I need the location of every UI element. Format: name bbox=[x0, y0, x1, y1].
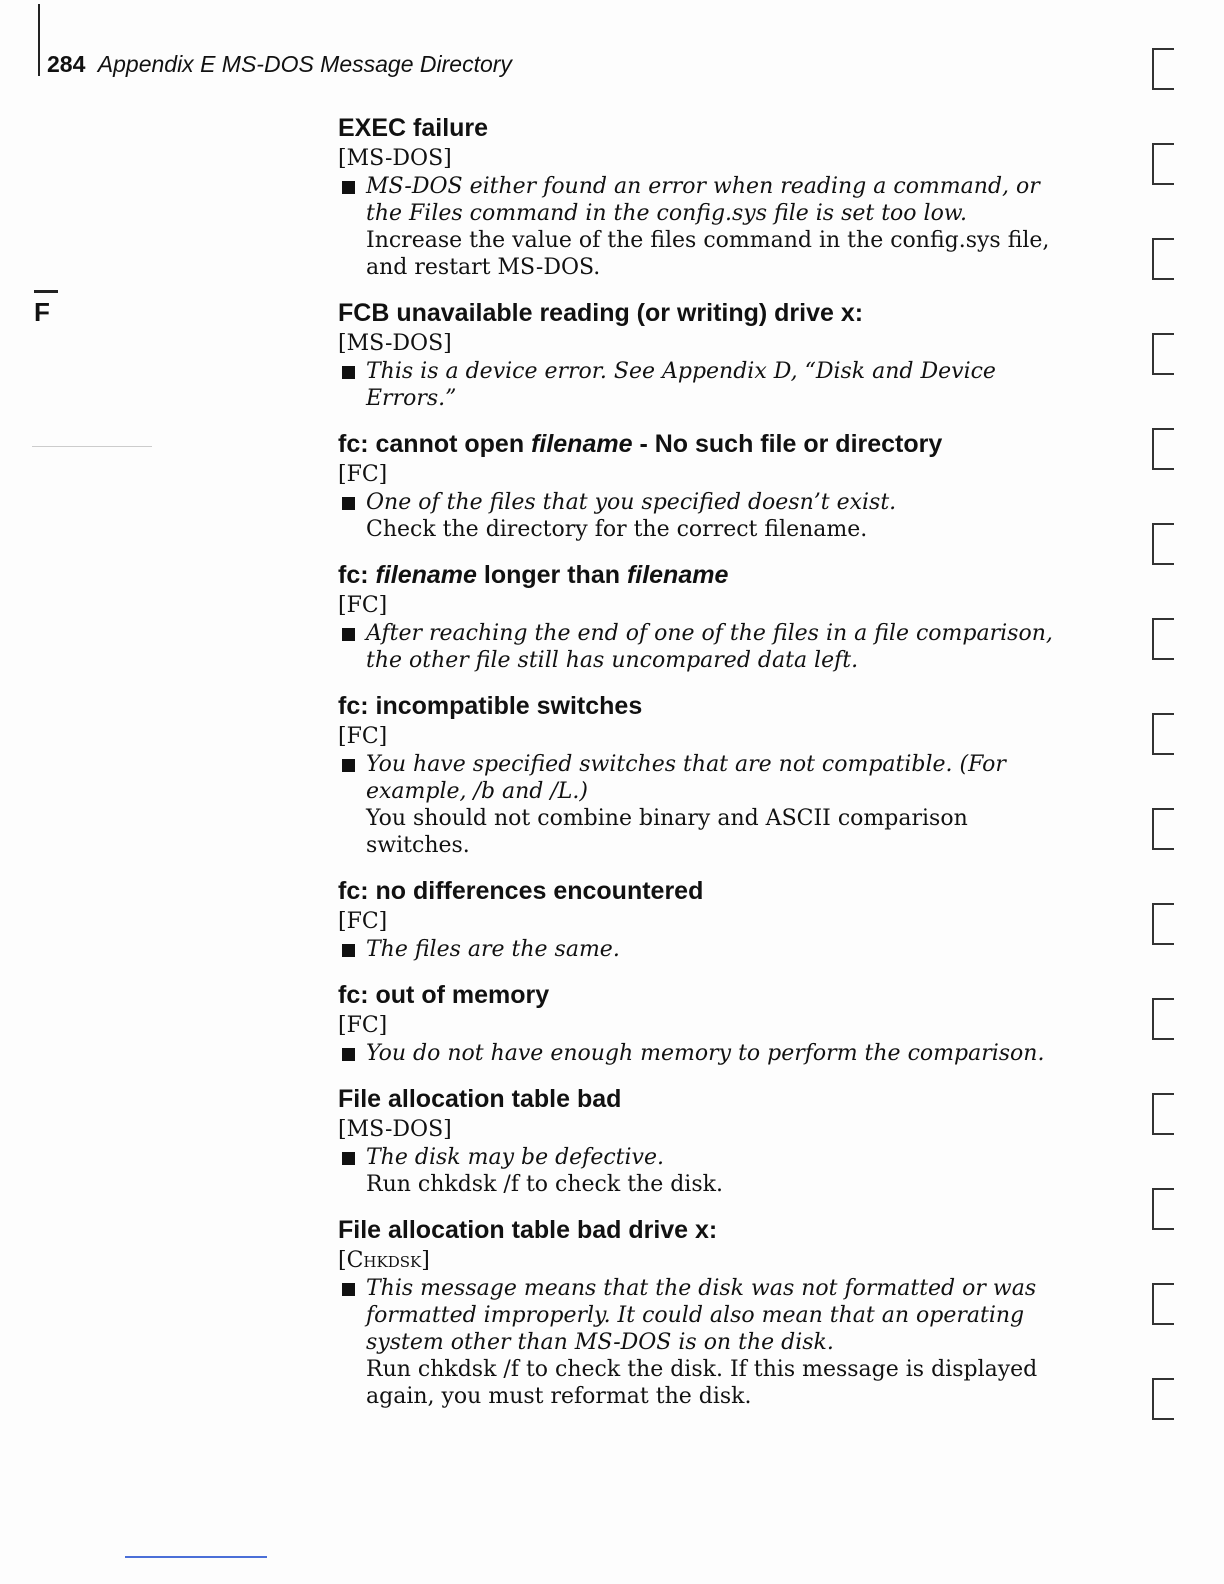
message-description: This message means that the disk was not formatted or was formatted improperly. It could also mean that an operating system other than MS-DOS is on the disk. bbox=[338, 1275, 1078, 1356]
message-description: This is a device error. See Appendix D, “Disk and Device Errors.” bbox=[338, 358, 1078, 412]
edge-bracket bbox=[1152, 1093, 1174, 1135]
message-source: [Chkdsk] bbox=[338, 1248, 430, 1273]
message-title: fc: filename longer than filename bbox=[338, 561, 729, 589]
message-title: File allocation table bad drive x: bbox=[338, 1216, 718, 1244]
message-description: You have specified switches that are not compatible. (For example, /b and /L.) bbox=[338, 751, 1078, 805]
edge-bracket bbox=[1152, 1188, 1174, 1230]
message-entry bbox=[338, 1214, 1078, 1410]
message-source: [MS-DOS] bbox=[338, 146, 452, 171]
running-header bbox=[47, 51, 512, 78]
message-action: Increase the value of the files command in the config.sys file, and restart MS-DOS. bbox=[366, 228, 1050, 280]
message-action: Run chkdsk /f to check the disk. If this message is displayed again, you must reformat the disk. bbox=[366, 1357, 1038, 1409]
message-description: The files are the same. bbox=[338, 936, 1078, 963]
bullet-icon bbox=[342, 1048, 355, 1061]
edge-bracket bbox=[1152, 903, 1174, 945]
message-source: [MS-DOS] bbox=[338, 331, 452, 356]
message-title: EXEC failure bbox=[338, 114, 489, 142]
message-source: [MS-DOS] bbox=[338, 1117, 452, 1142]
message-action: Check the directory for the correct filename. bbox=[366, 517, 868, 542]
message-source: [FC] bbox=[338, 724, 388, 749]
message-description: One of the files that you specified doesn’t exist. bbox=[338, 489, 1078, 516]
edge-index-brackets bbox=[1152, 48, 1192, 1473]
message-description: You do not have enough memory to perform the comparison. bbox=[338, 1040, 1078, 1067]
message-entry bbox=[338, 875, 1078, 963]
thumb-tab-bar bbox=[34, 290, 58, 293]
page-number: 284 bbox=[47, 51, 86, 77]
thumb-tab-letter: F bbox=[34, 297, 50, 327]
scan-artifact-line bbox=[32, 446, 152, 447]
message-entry bbox=[338, 297, 1078, 412]
message-title: File allocation table bad bbox=[338, 1085, 622, 1113]
message-entry bbox=[338, 559, 1078, 674]
message-entry bbox=[338, 1083, 1078, 1198]
message-source: [FC] bbox=[338, 593, 388, 618]
message-title: FCB unavailable reading (or writing) drive x: bbox=[338, 299, 864, 327]
message-entry bbox=[338, 979, 1078, 1067]
edge-bracket bbox=[1152, 1283, 1174, 1325]
section-thumb-tab bbox=[34, 290, 60, 325]
bullet-icon bbox=[342, 497, 355, 510]
edge-bracket bbox=[1152, 238, 1174, 280]
edge-bracket bbox=[1152, 618, 1174, 660]
bullet-icon bbox=[342, 181, 355, 194]
edge-bracket bbox=[1152, 333, 1174, 375]
bullet-icon bbox=[342, 944, 355, 957]
message-description: MS-DOS either found an error when reading a command, or the Files command in the config.sys file is set too low. bbox=[338, 173, 1078, 227]
message-source: [FC] bbox=[338, 909, 388, 934]
bullet-icon bbox=[342, 366, 355, 379]
bullet-icon bbox=[342, 759, 355, 772]
message-description: The disk may be defective. bbox=[338, 1144, 1078, 1171]
edge-bracket bbox=[1152, 998, 1174, 1040]
message-directory bbox=[338, 112, 1078, 1426]
message-source: [FC] bbox=[338, 462, 388, 487]
message-entry bbox=[338, 428, 1078, 543]
message-source: [FC] bbox=[338, 1013, 388, 1038]
edge-bracket bbox=[1152, 428, 1174, 470]
edge-bracket bbox=[1152, 523, 1174, 565]
message-title: fc: out of memory bbox=[338, 981, 550, 1009]
edge-bracket bbox=[1152, 713, 1174, 755]
edge-bracket bbox=[1152, 808, 1174, 850]
message-description: After reaching the end of one of the files in a file comparison, the other file still has uncompared data left. bbox=[338, 620, 1078, 674]
message-title: fc: no differences encountered bbox=[338, 877, 704, 905]
page-margin-rule bbox=[38, 4, 40, 76]
bullet-icon bbox=[342, 1283, 355, 1296]
scan-artifact-line bbox=[125, 1556, 267, 1558]
edge-bracket bbox=[1152, 1378, 1174, 1420]
message-entry bbox=[338, 690, 1078, 859]
message-action: Run chkdsk /f to check the disk. bbox=[366, 1172, 723, 1197]
message-title: fc: incompatible switches bbox=[338, 692, 643, 720]
message-entry bbox=[338, 112, 1078, 281]
header-title: Appendix E MS-DOS Message Directory bbox=[97, 51, 512, 77]
edge-bracket bbox=[1152, 48, 1174, 90]
message-action: You should not combine binary and ASCII comparison switches. bbox=[366, 806, 968, 858]
bullet-icon bbox=[342, 628, 355, 641]
message-title: fc: cannot open filename - No such file or directory bbox=[338, 430, 943, 458]
edge-bracket bbox=[1152, 143, 1174, 185]
bullet-icon bbox=[342, 1152, 355, 1165]
